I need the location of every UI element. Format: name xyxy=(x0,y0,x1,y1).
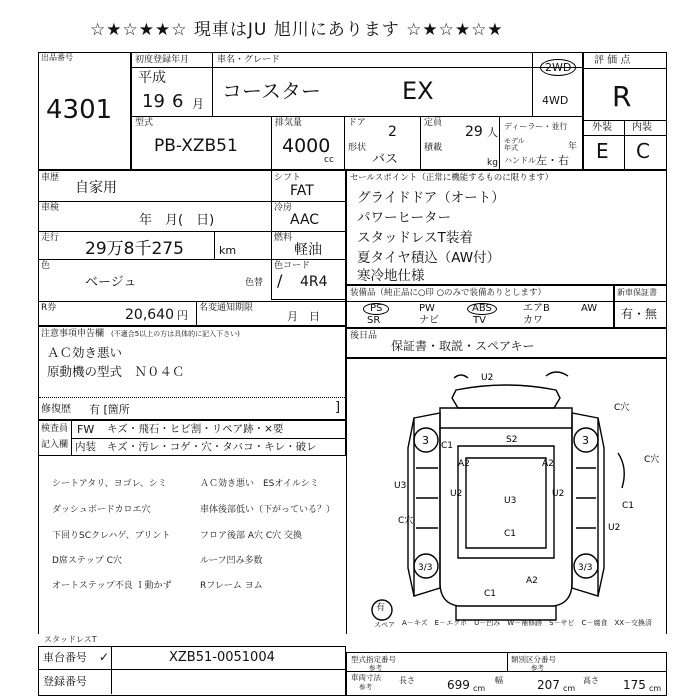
sales-point-2: パワーヒーター xyxy=(357,210,451,226)
width-unit: cm xyxy=(563,684,576,693)
registration-month-unit: 月 xyxy=(192,97,205,111)
height-label: 高さ xyxy=(583,676,599,685)
mark-c1-rear: C1 xyxy=(484,589,497,599)
vehicle-diagram xyxy=(346,358,667,634)
other-note: スタッドレスT xyxy=(44,635,97,644)
inspector-note-8: フロア後部 A穴 C穴 交換 xyxy=(200,531,303,541)
header-banner: ☆★☆★★☆ 現車はJU 旭川にあります ☆★☆★☆★ xyxy=(90,20,504,40)
length-value: 699 xyxy=(447,678,470,692)
mark-a2-rear: A2 xyxy=(526,576,538,586)
chassis-label: 車台番号 xyxy=(43,651,87,664)
recycle-label: R券 xyxy=(41,303,57,313)
mark-c-ana-far: C穴 xyxy=(644,455,660,465)
equip-aw: AW xyxy=(581,303,598,314)
doors-value: 2 xyxy=(388,124,397,140)
equip-tv: TV xyxy=(473,315,486,326)
equipment-box xyxy=(346,285,614,328)
spec-ref-2: 参考 xyxy=(531,664,544,672)
grade-ext-label: 外装 xyxy=(592,122,612,133)
dealer-label: ディーラー・並行 xyxy=(504,122,568,131)
type-label: 型式 xyxy=(135,118,154,128)
history-label: 車歴 xyxy=(41,173,60,183)
color-code-label: 色コード xyxy=(274,261,311,271)
handle-value: 左・右 xyxy=(536,154,569,167)
spec-no-label: 型式指定番号 xyxy=(351,655,396,664)
load-unit: kg xyxy=(487,158,498,168)
equip-abs: ABS xyxy=(467,303,497,315)
grade-box xyxy=(583,52,667,170)
equip-ps: PS xyxy=(363,303,389,315)
extras-label: 後日品 xyxy=(350,331,378,341)
shift-label: シフト xyxy=(274,173,302,183)
registration-month: 6 xyxy=(172,91,184,112)
color-code-value: 4R4 xyxy=(300,274,328,290)
mark-c-ana-right: C穴 xyxy=(614,403,630,413)
aircon-label: 冷房 xyxy=(274,203,293,213)
mark-u2-right: U2 xyxy=(552,489,565,499)
registration-label: 初度登録年月 xyxy=(135,55,190,65)
repair-label: 修復歴 xyxy=(41,404,71,415)
inspector-label-1: 検査員 xyxy=(41,424,69,434)
inspector-note-1: シートアタリ、ヨゴレ、シミ xyxy=(52,479,167,489)
mileage-value: 29万8千275 xyxy=(85,239,184,259)
tax-label: 名変通知期限 xyxy=(199,303,254,313)
notes-sub: (不適合5以上の方は具体的に記入下さい) xyxy=(111,330,240,338)
warranty-box xyxy=(614,285,667,328)
inspector-note-9: ルーフ凹み多数 xyxy=(200,556,263,566)
inspector-note-2: ダッシュボードカロエ穴 xyxy=(52,505,151,515)
repair-close: ] xyxy=(335,400,341,415)
chassis-value: XZB51-0051004 xyxy=(169,650,275,665)
inspector-note-7: 車体後部低い（下がっている？） xyxy=(200,505,336,515)
grade-score: R xyxy=(612,80,632,113)
lot-label: 出品番号 xyxy=(41,53,73,62)
history-value: 自家用 xyxy=(75,180,117,196)
displacement-label: 排気量 xyxy=(275,118,303,128)
color-tone-label: 色替 xyxy=(245,278,264,288)
fuel-value: 軽油 xyxy=(294,242,322,258)
sales-point-1: グライドドア（オート） xyxy=(357,190,505,206)
mark-3-fr: 3 xyxy=(582,434,589,447)
notes-line-1: ＡＣ効き悪い xyxy=(47,345,123,360)
doors-label: ドア xyxy=(348,118,366,128)
shift-box xyxy=(271,170,346,300)
height-unit: cm xyxy=(649,684,662,693)
shape-value: バス xyxy=(372,152,399,167)
spec-box xyxy=(346,652,667,696)
inspector-note-4: D席ステップ C穴 xyxy=(52,556,122,566)
displacement-unit: cc xyxy=(324,155,334,165)
aircon-value: AAC xyxy=(290,212,320,228)
model-year-label: モデル年式 xyxy=(504,137,525,152)
sales-point-4: 夏タイヤ積込（AW付） xyxy=(357,250,501,266)
mark-c1-front: C1 xyxy=(441,441,454,451)
repair-value: 有 [箇所 xyxy=(89,403,130,416)
lot-number: 4301 xyxy=(46,95,113,125)
chassis-check: ✓ xyxy=(99,650,110,664)
equipment-label: 装備品（純正品に○印 ○のみで装備ありとします） xyxy=(350,288,547,298)
model-name: コースター xyxy=(222,79,321,103)
warranty-label: 新車保証書 xyxy=(617,288,657,297)
grade-title: 評 価 点 xyxy=(594,55,631,66)
inspector-int-items: キズ・汚レ・コゲ・穴・タバコ・キレ・破レ xyxy=(107,441,317,453)
category-label: 類別区分番号 xyxy=(511,655,556,664)
mark-u2-left: U2 xyxy=(450,489,463,499)
height-value: 175 xyxy=(623,678,646,692)
extras-value: 保証書・取説・スペアキー xyxy=(391,339,535,353)
mark-c-ana-left: C穴 xyxy=(398,516,414,526)
color-label: 色 xyxy=(41,261,51,271)
sales-points-box xyxy=(346,170,667,285)
width-label: 幅 xyxy=(495,676,503,685)
recycle-value: 20,640 xyxy=(125,307,174,323)
grade-int: C xyxy=(636,139,650,163)
inspector-note-3: 下回りSCクレハゲ、ブリント xyxy=(52,531,171,541)
inspector-int-label: 内装 xyxy=(75,441,96,453)
mark-33-rl: 3/3 xyxy=(418,563,433,573)
registration-era: 平成 xyxy=(138,70,166,86)
equip-pw: PW xyxy=(419,303,435,314)
capacity-value: 29 xyxy=(465,124,483,140)
capacity-unit: 人 xyxy=(487,126,498,139)
size-label: 車両寸法 xyxy=(351,673,381,682)
width-value: 207 xyxy=(537,678,560,692)
inspector-note-5: オートステップ不良 Ｉ動かず xyxy=(52,581,172,591)
chassis-box xyxy=(38,646,346,670)
grade-ext: E xyxy=(596,139,609,163)
mark-a2-b: A2 xyxy=(542,459,554,469)
shape-label: 形状 xyxy=(348,143,367,153)
drive-2wd: 2WD xyxy=(540,59,576,76)
lot-box xyxy=(38,52,131,170)
mark-u2-side: U2 xyxy=(608,523,621,533)
warranty-value: 有・無 xyxy=(621,307,658,321)
load-label: 積載 xyxy=(424,143,443,153)
inspector-ext-label: FW xyxy=(77,423,95,436)
model-year-unit: 年 xyxy=(568,142,578,152)
equip-sr: SR xyxy=(367,315,381,326)
type-value: PB-XZB51 xyxy=(154,136,238,156)
sales-point-3: スタッドレスT装着 xyxy=(357,230,473,246)
drive-4wd: 4WD xyxy=(542,94,569,107)
mark-33-rr: 3/3 xyxy=(578,563,593,573)
length-label: 長さ xyxy=(399,676,415,685)
notes-label: 注意事項申告欄 xyxy=(41,329,105,339)
inspector-label-2: 記入欄 xyxy=(41,440,69,450)
inspector-ext-items: キズ・飛石・ヒビ割・リペア跡・×要 xyxy=(107,423,284,435)
grade-int-label: 内装 xyxy=(632,122,652,133)
model-box xyxy=(131,52,583,170)
plate-box xyxy=(38,670,346,696)
mark-c1-center: C1 xyxy=(504,529,517,539)
extras-box xyxy=(346,328,667,358)
inspection-value: 年 月( 日) xyxy=(139,213,215,228)
notes-line-2: 原動機の型式 Ｎ０４Ｃ xyxy=(47,364,185,379)
equip-navi: ナビ xyxy=(419,315,439,326)
sales-point-5: 寒冷地仕様 xyxy=(357,268,425,284)
inspector-note-10: Rフレーム ヨム xyxy=(200,581,263,591)
mark-c1-side: C1 xyxy=(622,501,635,511)
mark-u3-center: U3 xyxy=(504,496,517,506)
mark-u3-side: U3 xyxy=(394,481,407,491)
mark-s2: S2 xyxy=(506,435,518,445)
color-tone-value: / xyxy=(277,271,283,290)
registration-year: 19 xyxy=(142,91,165,112)
mileage-unit: km xyxy=(219,244,237,257)
color-value: ベージュ xyxy=(85,275,137,290)
notes-box xyxy=(38,326,346,420)
spec-ref-1: 参考 xyxy=(369,664,382,672)
handle-label: ハンドル xyxy=(504,156,536,165)
spare-label: スペア xyxy=(374,621,395,629)
capacity-label: 定員 xyxy=(424,118,443,128)
mark-3-fl: 3 xyxy=(422,434,429,447)
inspector-note-6: ＡＣ効き悪い ESオイルシミ xyxy=(200,479,319,489)
sales-points-label: セールスポイント（正常に機能するものに限ります） xyxy=(350,173,554,183)
model-label: 車名・グレード xyxy=(217,55,281,65)
inspector-box xyxy=(38,420,346,456)
tax-value: 月 日 xyxy=(287,310,320,323)
equip-leather: カワ xyxy=(523,315,543,326)
mileage-label: 走行 xyxy=(41,233,60,243)
equip-airbag: エアB xyxy=(523,303,550,314)
model-grade: EX xyxy=(402,77,434,105)
legend-text: A－キズ E－エクボ U－凹み W－補修跡 S－サビ C－腐食 XX－交換済 xyxy=(402,619,653,627)
inspection-label: 車検 xyxy=(41,203,60,213)
displacement-value: 4000 xyxy=(282,135,331,157)
plate-label: 登録番号 xyxy=(43,675,87,688)
mark-a2-a: A2 xyxy=(458,459,470,469)
recycle-unit: 円 xyxy=(177,309,188,322)
shift-value: FAT xyxy=(290,183,314,199)
length-unit: cm xyxy=(473,684,486,693)
mark-u2-top: U2 xyxy=(481,373,494,383)
fuel-label: 燃料 xyxy=(274,233,293,243)
spare-mark: 有 xyxy=(376,603,386,613)
spec-ref-3: 参考 xyxy=(359,683,372,691)
